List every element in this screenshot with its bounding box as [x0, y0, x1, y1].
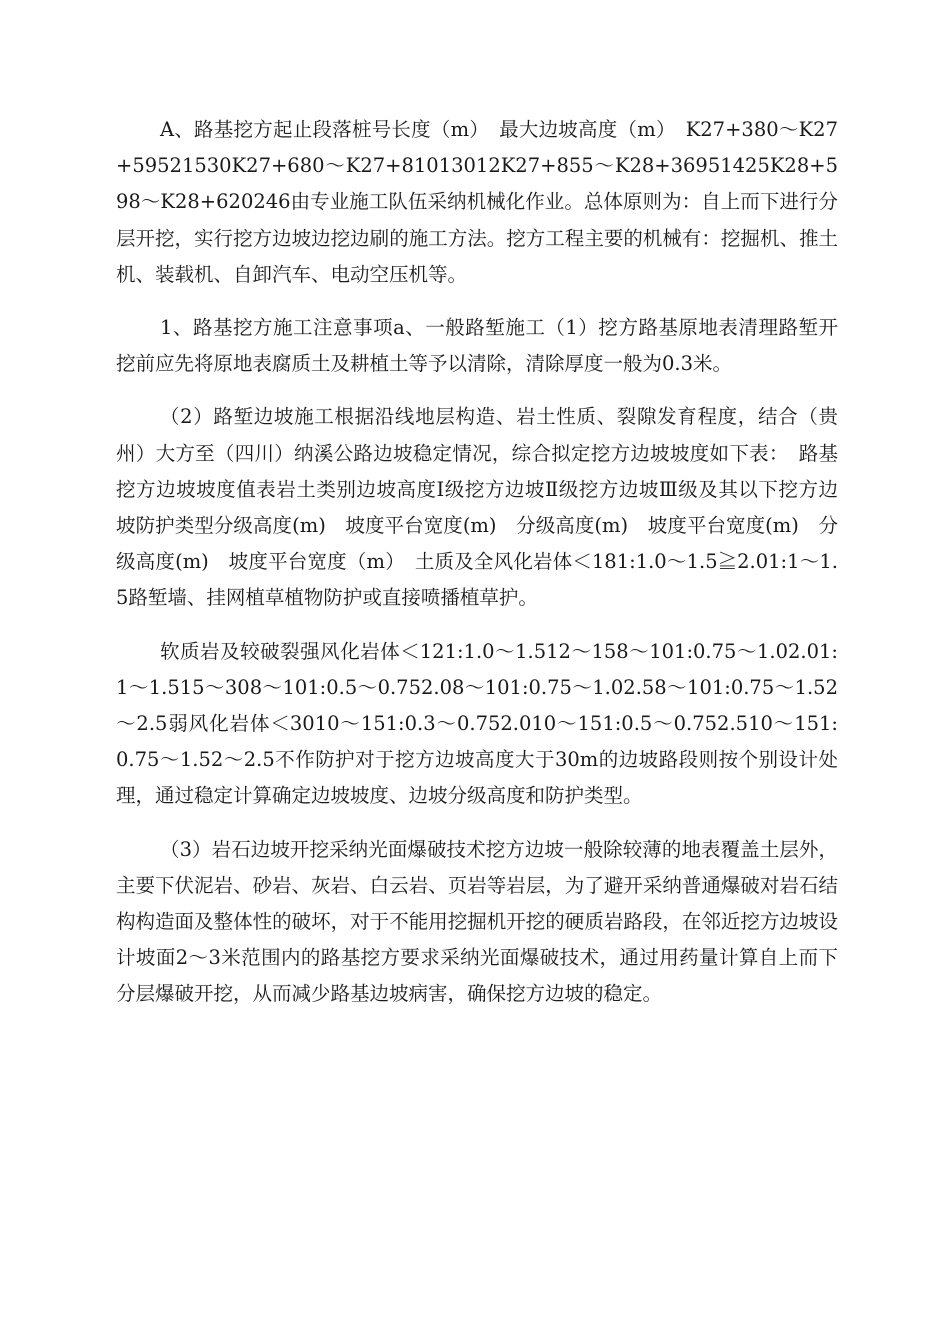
paragraph-construction-notes: 1、路基挖方施工注意事项a、一般路堑施工（1）挖方路基原地表清理路堑开挖前应先将原地表腐质土及耕植土等予以清除，清除厚度一般为0.3米。 — [116, 316, 838, 376]
paragraph-excavation-overview: A、路基挖方起止段落桩号长度（m） 最大边坡高度（m） K27+380～K27+59521530K27+680～K27+81013012K27+855～K28+36951425K28+598～K28+620246由专业施工队伍采纳机械化作业。总体原则为：自上而下进行分层开挖，实行挖方边坡边挖边刷的施工方法。挖方工程主要的机械有：挖掘机、推土机、装载机、自卸汽车、电动空压机等。 — [116, 118, 838, 286]
paragraph-smooth-blasting: （3）岩石边坡开挖采纳光面爆破技术挖方边坡一般除较薄的地表覆盖土层外，主要下伏泥岩、砂岩、灰岩、白云岩、页岩等岩层，为了避开采纳普通爆破对岩石结构构造面及整体性的破坏，对于不能用挖掘机开挖的硬质岩路段，在邻近挖方边坡设计坡面2～3米范围内的路基挖方要求采纳光面爆破技术，通过用药量计算自上而下分层爆破开挖，从而减少路基边坡病害，确保挖方边坡的稳定。 — [116, 837, 838, 1006]
paragraph-slope-construction: （2）路堑边坡施工根据沿线地层构造、岩土性质、裂隙发育程度，结合（贵州）大方至（四川）纳溪公路边坡稳定情况，综合拟定挖方边坡坡度如下表： 路基挖方边坡坡度值表岩土类别边坡高度Ⅰ级挖方边坡Ⅱ级挖方边坡Ⅲ级及其以下挖方边坡防护类型分级高度(m) 坡度平台宽度(m) 分级高度(m) 坡度平台宽度(m) 分级高度(m) 坡度平台宽度（m） 土质及全风化岩体＜181:1.0～1.5≧2.01:1～1.5路堑墙、挂网植草植物防护或直接喷播植草护。 — [116, 405, 838, 610]
document-body — [116, 112, 838, 1030]
paragraph-soft-rock-slopes: 软质岩及较破裂强风化岩体＜121:1.0～1.512～158～101:0.75～1.02.01:1～1.515～308～101:0.5～0.752.08～101:0.75～1.02.58～101:0.75～1.52～2.5弱风化岩体＜3010～151:0.3～0.752.010～151:0.5～0.752.510～151:0.75～1.52～2.5不作防护对于挖方边坡高度大于30m的边坡路段则按个别设计处理，通过稳定计算确定边坡坡度、边坡分级高度和防护类型。 — [116, 639, 838, 808]
